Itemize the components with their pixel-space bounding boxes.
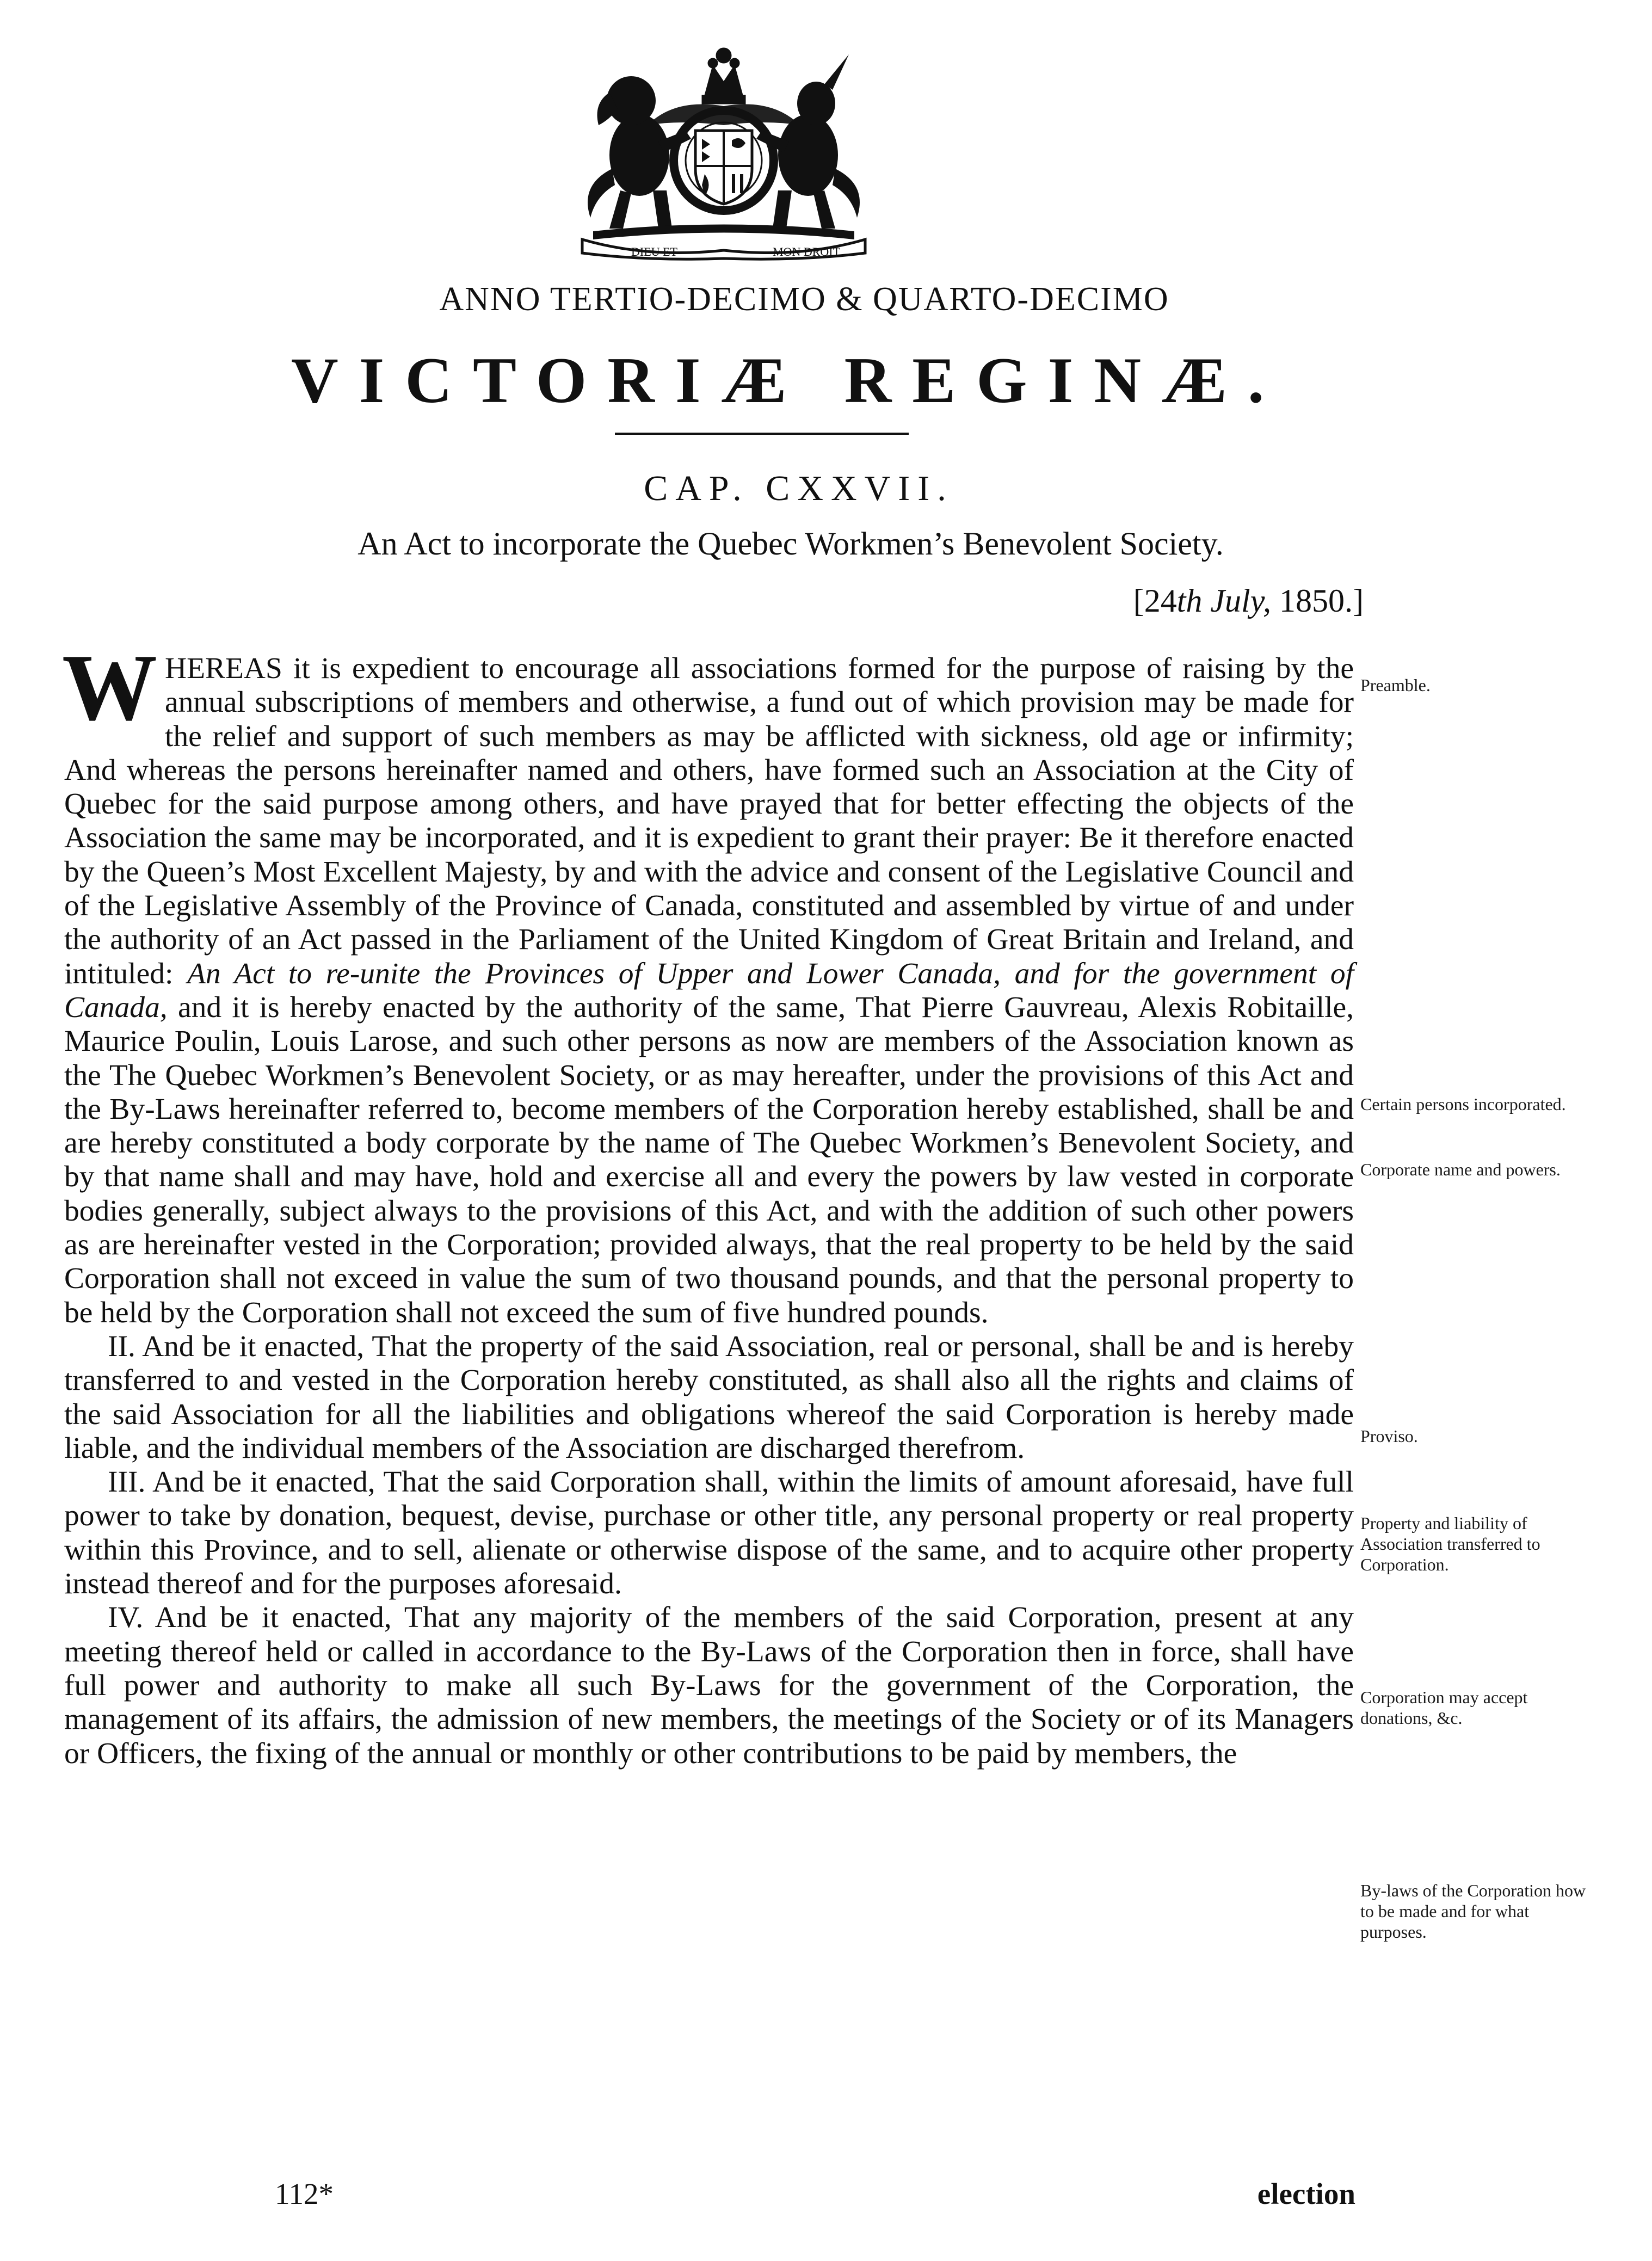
section-3: III. And be it enacted, That the said Corporation shall, within the limits of amount aforesaid, have full power to take by donation, bequest, devise, purchase or other title, any personal property or real property within this Province, and to sell, alienate or otherwise dispose of the same, and to acquire other property instead thereof and for the purposes aforesaid.: [64, 1465, 1354, 1601]
royal-coat-of-arms: [550, 44, 898, 261]
motto-left: DIEU ET: [631, 245, 677, 258]
page-folio: 112*: [275, 2177, 334, 2210]
margin-note-corporate-name: Corporate name and powers.: [1360, 1160, 1561, 1179]
margin-note-incorporated: Certain persons incorporated.: [1360, 1094, 1566, 1114]
act-body: [62, 634, 1354, 1771]
section-2: II. And be it enacted, That the property of the said Association, real or personal, shall be and is hereby transferred to and vested in the Corporation hereby constituted, as shall also all the rights and claims of the said Association for all the liabilities and obligations whereof the said Corporation is hereby made liable, and the individual members of the Association are discharged therefrom.: [64, 1329, 1354, 1465]
margin-note-property: Property and liability of Association transferred to Corporation.: [1360, 1513, 1540, 1574]
margin-note-proviso: Proviso.: [1360, 1426, 1418, 1446]
margin-note-bylaws: By-laws of the Corporation how to be made and for what purposes.: [1360, 1881, 1586, 1942]
drop-cap: W: [62, 634, 157, 740]
catchword: election: [1257, 2177, 1355, 2210]
heading-divider: [615, 433, 909, 435]
preamble-paragraph: WHEREAS it is expedient to encourage all associations formed for the purpose of raising by the annual subscriptions of members and otherwise, a fund out of which provision may be made for the relief and support of such members as may be afflicted with sickness, old age or infirmity; And whereas the persons hereinafter named and others, have formed such an Association at the City of Quebec for the said purpose among others, and have prayed that for better effecting the objects of the Association the same may be incorporated, and it is expedient to grant their prayer: Be it therefore enacted by the Queen’s Most Excellent Majesty, by and with the advice and consent of the Legislative Council and of the Legislative Assembly of the Province of Canada, constituted and assembled by virtue of and under the authority of an Act passed in the Parliament of the United Kingdom of Great Britain and Ireland, and intituled: An Act to re-unite the Provinces of Upper and Lower Canada, and for the government of Canada, and it is hereby enacted by the authority of the same, That Pierre Gauvreau, Alexis Robitaille, Maurice Poulin, Louis Larose, and such other persons as now are members of the Association known as the The Quebec Workmen’s Benevolent Society, or as may hereafter, under the provisions of this Act and the By-Laws hereinafter referred to, become members of the Corporation hereby established, shall be and are hereby constituted a body corporate by the name of The Quebec Workmen’s Benevolent Society, and by that name shall and may have, hold and exercise all and every the powers by law vested in corporate bodies generally, subject always to the provisions of this Act, and with the addition of such other powers as are hereinafter vested in the Corporation; provided always, that the real property to be held by the said Corporation shall not exceed in value the sum of two thousand pounds, and that the personal property to be held by the Corporation shall not exceed the sum of five hundred pounds.: [62, 634, 1354, 1329]
chapter-number: CAP. CXXVII.: [644, 469, 954, 508]
margin-note-preamble: Preamble.: [1360, 675, 1431, 695]
motto-right: MON DROIT: [773, 245, 841, 258]
section-4: IV. And be it enacted, That any majority of the members of the said Corporation, present at any meeting thereof held or called in accordance to the By-Laws of the Corporation then in force, shall have full power and authority to make all such By-Laws for the government of the Corporation, the management of its affairs, the admission of new members, the meetings of the Society or of its Managers or Officers, the fixing of the annual or monthly or other contributions to be paid by members, the: [64, 1601, 1354, 1770]
act-title: An Act to incorporate the Quebec Workmen’s Benevolent Society.: [357, 526, 1224, 562]
regnal-heading: VICTORIÆ REGINÆ.: [291, 344, 1285, 416]
margin-note-donations: Corporation may accept donations, &c.: [1360, 1687, 1528, 1728]
assent-date: [24th July, 1850.]: [1133, 583, 1364, 619]
anno-heading: ANNO TERTIO-DECIMO & QUARTO-DECIMO: [439, 281, 1169, 318]
cited-act-title: An Act to re-unite the Provinces of Upper and Lower Canada, and for the government of Canada,: [64, 957, 1354, 1024]
